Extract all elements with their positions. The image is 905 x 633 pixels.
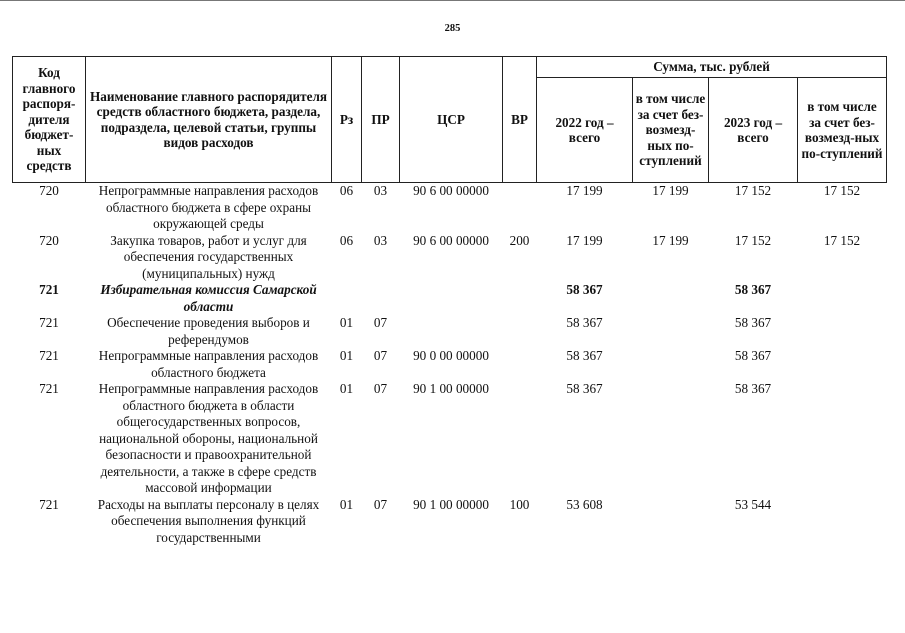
header-2023-free: в том числе за счет без-возмезд-ных по-ступлений: [798, 78, 887, 183]
table-row: [13, 233, 887, 283]
cell-vr: [503, 348, 537, 381]
cell-sum-2023: 58 367: [734, 381, 772, 396]
header-vr: ВР: [503, 57, 537, 183]
cell-csr: 90 6 00 00000: [413, 183, 489, 198]
top-rule: [0, 0, 905, 4]
cell-name: Избирательная комиссия Самарской области: [100, 282, 317, 314]
cell-vr: 100: [509, 496, 530, 512]
cell-sum-2023: 58 367: [734, 348, 772, 363]
header-pr: ПР: [362, 57, 400, 183]
cell-csr: 90 1 00 00000: [413, 381, 489, 396]
cell-csr: 90 0 00 00000: [413, 348, 489, 363]
cell-pr: 07: [373, 348, 388, 363]
cell-vr: [503, 183, 537, 233]
cell-vr: [503, 315, 537, 348]
cell-csr: [400, 315, 503, 348]
cell-code: 721: [39, 282, 59, 297]
cell-free-2022: [633, 348, 709, 381]
cell-free-2023: [798, 381, 887, 497]
cell-free-2023: [798, 315, 887, 348]
header-rz: Рз: [332, 57, 362, 183]
cell-rz: 01: [339, 496, 354, 512]
header-2022-total: 2022 год – всего: [537, 78, 633, 183]
cell-name: Закупка товаров, работ и услуг для обеспечения государственных (муниципальных) нужд: [110, 232, 307, 281]
cell-name: Непрограммные направления расходов областного бюджета в области общегосударственных вопросов, национальной обороны, национальной безопасности и правоохранительной деятельности, а также в сфере средств массовой информации: [98, 381, 319, 495]
cell-free-2023: [798, 282, 887, 315]
cell-free-2022: [633, 381, 709, 497]
cell-vr: [503, 282, 537, 315]
header-csr: ЦСР: [400, 57, 503, 183]
cell-pr: 03: [373, 183, 388, 198]
cell-pr: 07: [373, 496, 388, 512]
cell-sum-2022: 53 608: [566, 496, 603, 512]
cell-name: Обеспечение проведения выборов и референдумов: [107, 315, 310, 347]
cell-sum-2023: 17 152: [734, 183, 772, 198]
cell-sum-2023: 58 367: [734, 315, 772, 330]
header-2022-free: в том числе за счет без-возмезд-ных по-ступлений: [633, 78, 709, 183]
cell-csr: 90 6 00 00000: [413, 232, 489, 248]
header-2023-total: 2023 год – всего: [709, 78, 798, 183]
cell-code: 720: [39, 183, 59, 198]
cell-vr: [503, 381, 537, 497]
cell-free-2023: 17 152: [823, 183, 861, 198]
header-sum: Сумма, тыс. рублей: [537, 57, 887, 78]
cell-code: 721: [39, 348, 59, 363]
cell-code: 721: [39, 381, 59, 396]
cell-pr: 07: [373, 315, 388, 330]
budget-table: [12, 56, 887, 546]
cell-sum-2022: 58 367: [566, 348, 603, 363]
table-row: [13, 282, 887, 315]
table-row: [13, 183, 887, 233]
cell-pr: 07: [373, 381, 388, 396]
cell-name: Непрограммные направления расходов областного бюджета: [98, 348, 319, 380]
cell-sum-2022: 17 199: [566, 183, 603, 198]
page-number: 285: [444, 23, 461, 34]
table-row: [13, 348, 887, 381]
cell-name: Расходы на выплаты персоналу в целях обеспечения выполнения функций государственными: [97, 496, 320, 545]
cell-pr: 03: [373, 232, 388, 248]
cell-rz: 01: [339, 348, 354, 363]
cell-csr: [400, 282, 503, 315]
cell-free-2023: [798, 348, 887, 381]
cell-sum-2023: 58 367: [734, 282, 772, 297]
cell-sum-2022: 58 367: [566, 282, 603, 297]
header-code: Код главного распоря-дителя бюджет-ных средств: [13, 57, 86, 183]
cell-free-2023: [798, 497, 887, 547]
cell-rz: 06: [339, 183, 354, 198]
table-row: [13, 381, 887, 497]
table-row: [13, 497, 887, 547]
cell-free-2022: 17 199: [652, 232, 689, 248]
cell-csr: 90 1 00 00000: [413, 496, 489, 512]
cell-sum-2022: 58 367: [566, 381, 603, 396]
cell-name: Непрограммные направления расходов областного бюджета в сфере охраны окружающей среды: [98, 183, 319, 231]
cell-rz: 01: [339, 315, 354, 330]
cell-sum-2023: 17 152: [734, 232, 772, 248]
cell-sum-2022: 17 199: [566, 232, 603, 248]
table-row: [13, 315, 887, 348]
cell-pr: [362, 282, 400, 315]
cell-sum-2023: 53 544: [734, 496, 772, 512]
cell-sum-2022: 58 367: [566, 315, 603, 330]
cell-code: 721: [39, 315, 59, 330]
cell-free-2022: 17 199: [652, 183, 689, 198]
header-name: Наименование главного распорядителя средств областного бюджета, раздела, подраздела, целевой статьи, группы видов расходов: [86, 57, 332, 183]
cell-code: 720: [39, 232, 59, 248]
cell-free-2022: [633, 315, 709, 348]
cell-rz: [332, 282, 362, 315]
cell-rz: 01: [339, 381, 354, 396]
cell-free-2023: 17 152: [823, 232, 861, 248]
cell-rz: 06: [339, 232, 354, 248]
cell-free-2022: [633, 282, 709, 315]
cell-code: 721: [39, 496, 59, 512]
cell-free-2022: [633, 497, 709, 547]
cell-vr: 200: [509, 232, 530, 248]
